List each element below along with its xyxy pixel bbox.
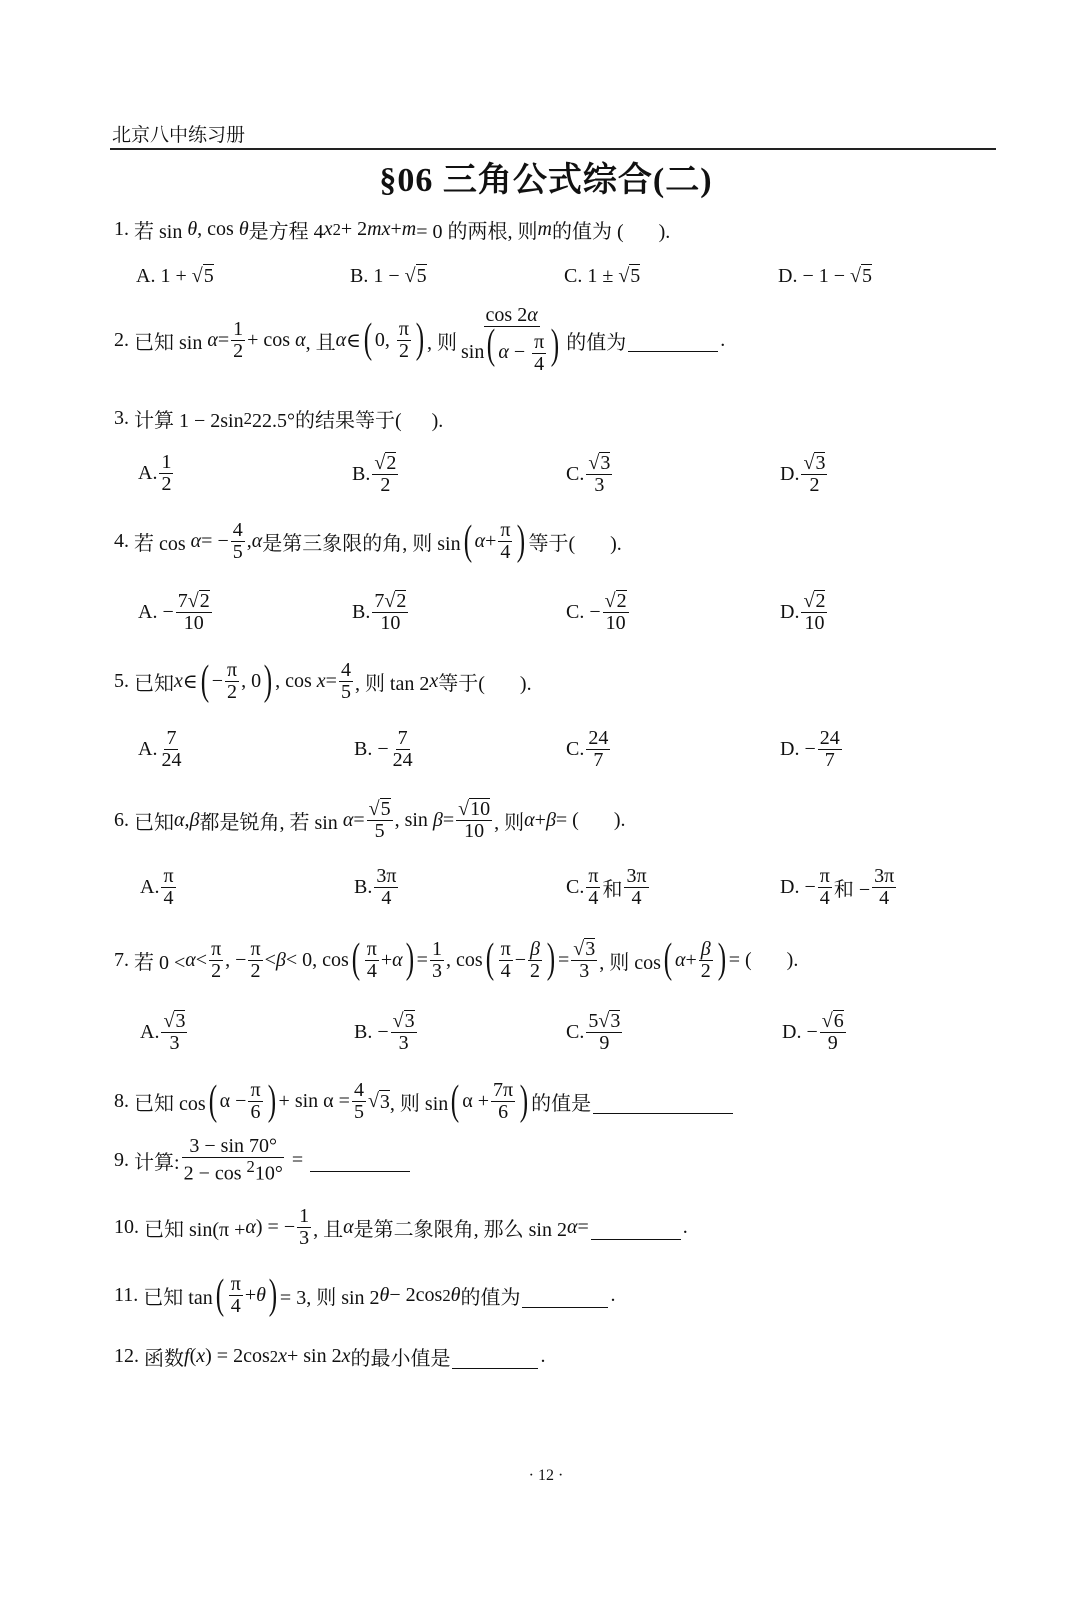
q1-option-b: B. 1 − √ 5 bbox=[350, 264, 427, 287]
q6-option-b: B. $\frac{3\pi}{4}$ bbox=[354, 865, 397, 909]
question-2: 2. 已知 sin α = $\frac{1}{2}$ + cos α , 且 α ∈ ( 0, $\frac{\pi}{2}$ ) , 则 cos 2α sin( α − $\frac{\pi}{4}$ ) 的值为 . bbox=[114, 304, 726, 375]
page-number: · 12 · bbox=[528, 1467, 564, 1484]
q7-option-c: C. $\frac{5√3}{9}$ bbox=[566, 1010, 621, 1054]
q1-option-d: D. − 1 − √ 5 bbox=[778, 264, 872, 287]
q5-option-b: B. − $\frac{7}{24}$ bbox=[354, 727, 413, 771]
q1-option-a: A. 1 + √ 5 bbox=[136, 264, 214, 287]
q3-option-b: B. $\frac{√2}{2}$ bbox=[352, 452, 397, 496]
q3-option-c: C. $\frac{√3}{3}$ bbox=[566, 452, 611, 496]
q7-option-a: A. $\frac{√3}{3}$ bbox=[140, 1010, 186, 1054]
q6-option-c: C. $\frac{\pi}{4}$ 和 $\frac{3\pi}{4}$ bbox=[566, 865, 647, 909]
question-6: 6. 已知 α , β 都是锐角, 若 sin α = $\frac{√5}{5}$ , sin β = $\frac{√10}{10}$ , 则 α + β = ( ). bbox=[114, 798, 626, 842]
q1-option-c: C. 1 ± √ 5 bbox=[564, 264, 641, 287]
page-title: §06 三角公式综合(二) bbox=[379, 162, 713, 199]
q5-option-a: A. $\frac{7}{24}$ bbox=[138, 727, 182, 771]
question-1: 1. 若 sin θ , cos θ 是方程 4 x 2 + 2 mx + m = 0 的两根, 则 m 的值为 ( ). bbox=[114, 218, 671, 243]
question-5: 5. 已知 x ∈ ( − $\frac{\pi}{2}$ , 0 ) , cos x = $\frac{4}{5}$ , 则 tan 2 x 等于( ). bbox=[114, 657, 532, 704]
question-7: 7. 若 0 < α < $\frac{\pi}{2}$ , − $\frac{\pi}{2}$ < β < 0, cos ( $\frac{\pi}{4}$ + α ) = $\frac{1}{3}$ , cos ( $\frac{\pi}{4}$ − $\frac{\beta}{2}$ ) = $\frac{√3}{3}$ , 则 cos ( α + $\frac{\beta}{2}$ ) = ( ). bbox=[114, 936, 799, 983]
q3-option-d: D. $\frac{√3}{2}$ bbox=[780, 452, 826, 496]
q4-option-c: C. − $\frac{√2}{10}$ bbox=[566, 590, 627, 634]
header-rule bbox=[110, 148, 996, 150]
q5-option-d: D. − $\frac{24}{7}$ bbox=[780, 727, 840, 771]
q4-option-a: A. − $\frac{7√2}{10}$ bbox=[138, 590, 210, 634]
question-9: 9. 计算: $\frac{3 - \sin 70^\circ}{2 - \cos ^210^\circ}$ = bbox=[114, 1136, 412, 1185]
question-4: 4. 若 cos α = − $\frac{4}{5}$ , α 是第三象限的角, 则 sin ( α + $\frac{\pi}{4}$ ) 等于( ). bbox=[114, 517, 622, 564]
q6-option-a: A. $\frac{\pi}{4}$ bbox=[140, 865, 174, 909]
q4-option-b: B. $\frac{7√2}{10}$ bbox=[352, 590, 407, 634]
q5-option-c: C. $\frac{24}{7}$ bbox=[566, 727, 609, 771]
q7-option-b: B. − $\frac{√3}{3}$ bbox=[354, 1010, 415, 1054]
question-11: 11. 已知 tan ( $\frac{\pi}{4}$ + θ ) = 3, 则 sin 2 θ − 2cos 2 θ 的值为 . bbox=[114, 1271, 616, 1318]
book-header: 北京八中练习册 bbox=[112, 125, 246, 146]
question-8: 8. 已知 cos ( α − $\frac{\pi}{6}$ ) + sin α = $\frac{4}{5}$ √ 3 , 则 sin ( α + $\frac{7\pi}{6}$ ) 的值是 bbox=[114, 1080, 735, 1123]
q3-option-a: A. $\frac{1}{2}$ bbox=[138, 451, 172, 495]
question-10: 10. 已知 sin(π + α ) = − $\frac{1}{3}$ , 且 α 是第二象限角, 那么 sin 2 α = . bbox=[114, 1205, 688, 1249]
question-12: 12. 函数 f ( x ) = 2cos 2 x + sin 2 x 的最小值是 . bbox=[114, 1345, 546, 1370]
question-3: 3. 计算 1 − 2sin 2 22.5°的结果等于( ). bbox=[114, 407, 444, 432]
q6-option-d: D. − $\frac{\pi}{4}$ 和 − $\frac{3\pi}{4}$ bbox=[780, 865, 895, 909]
q4-option-d: D. $\frac{√2}{10}$ bbox=[780, 590, 826, 634]
q7-option-d: D. − $\frac{√6}{9}$ bbox=[782, 1010, 844, 1054]
